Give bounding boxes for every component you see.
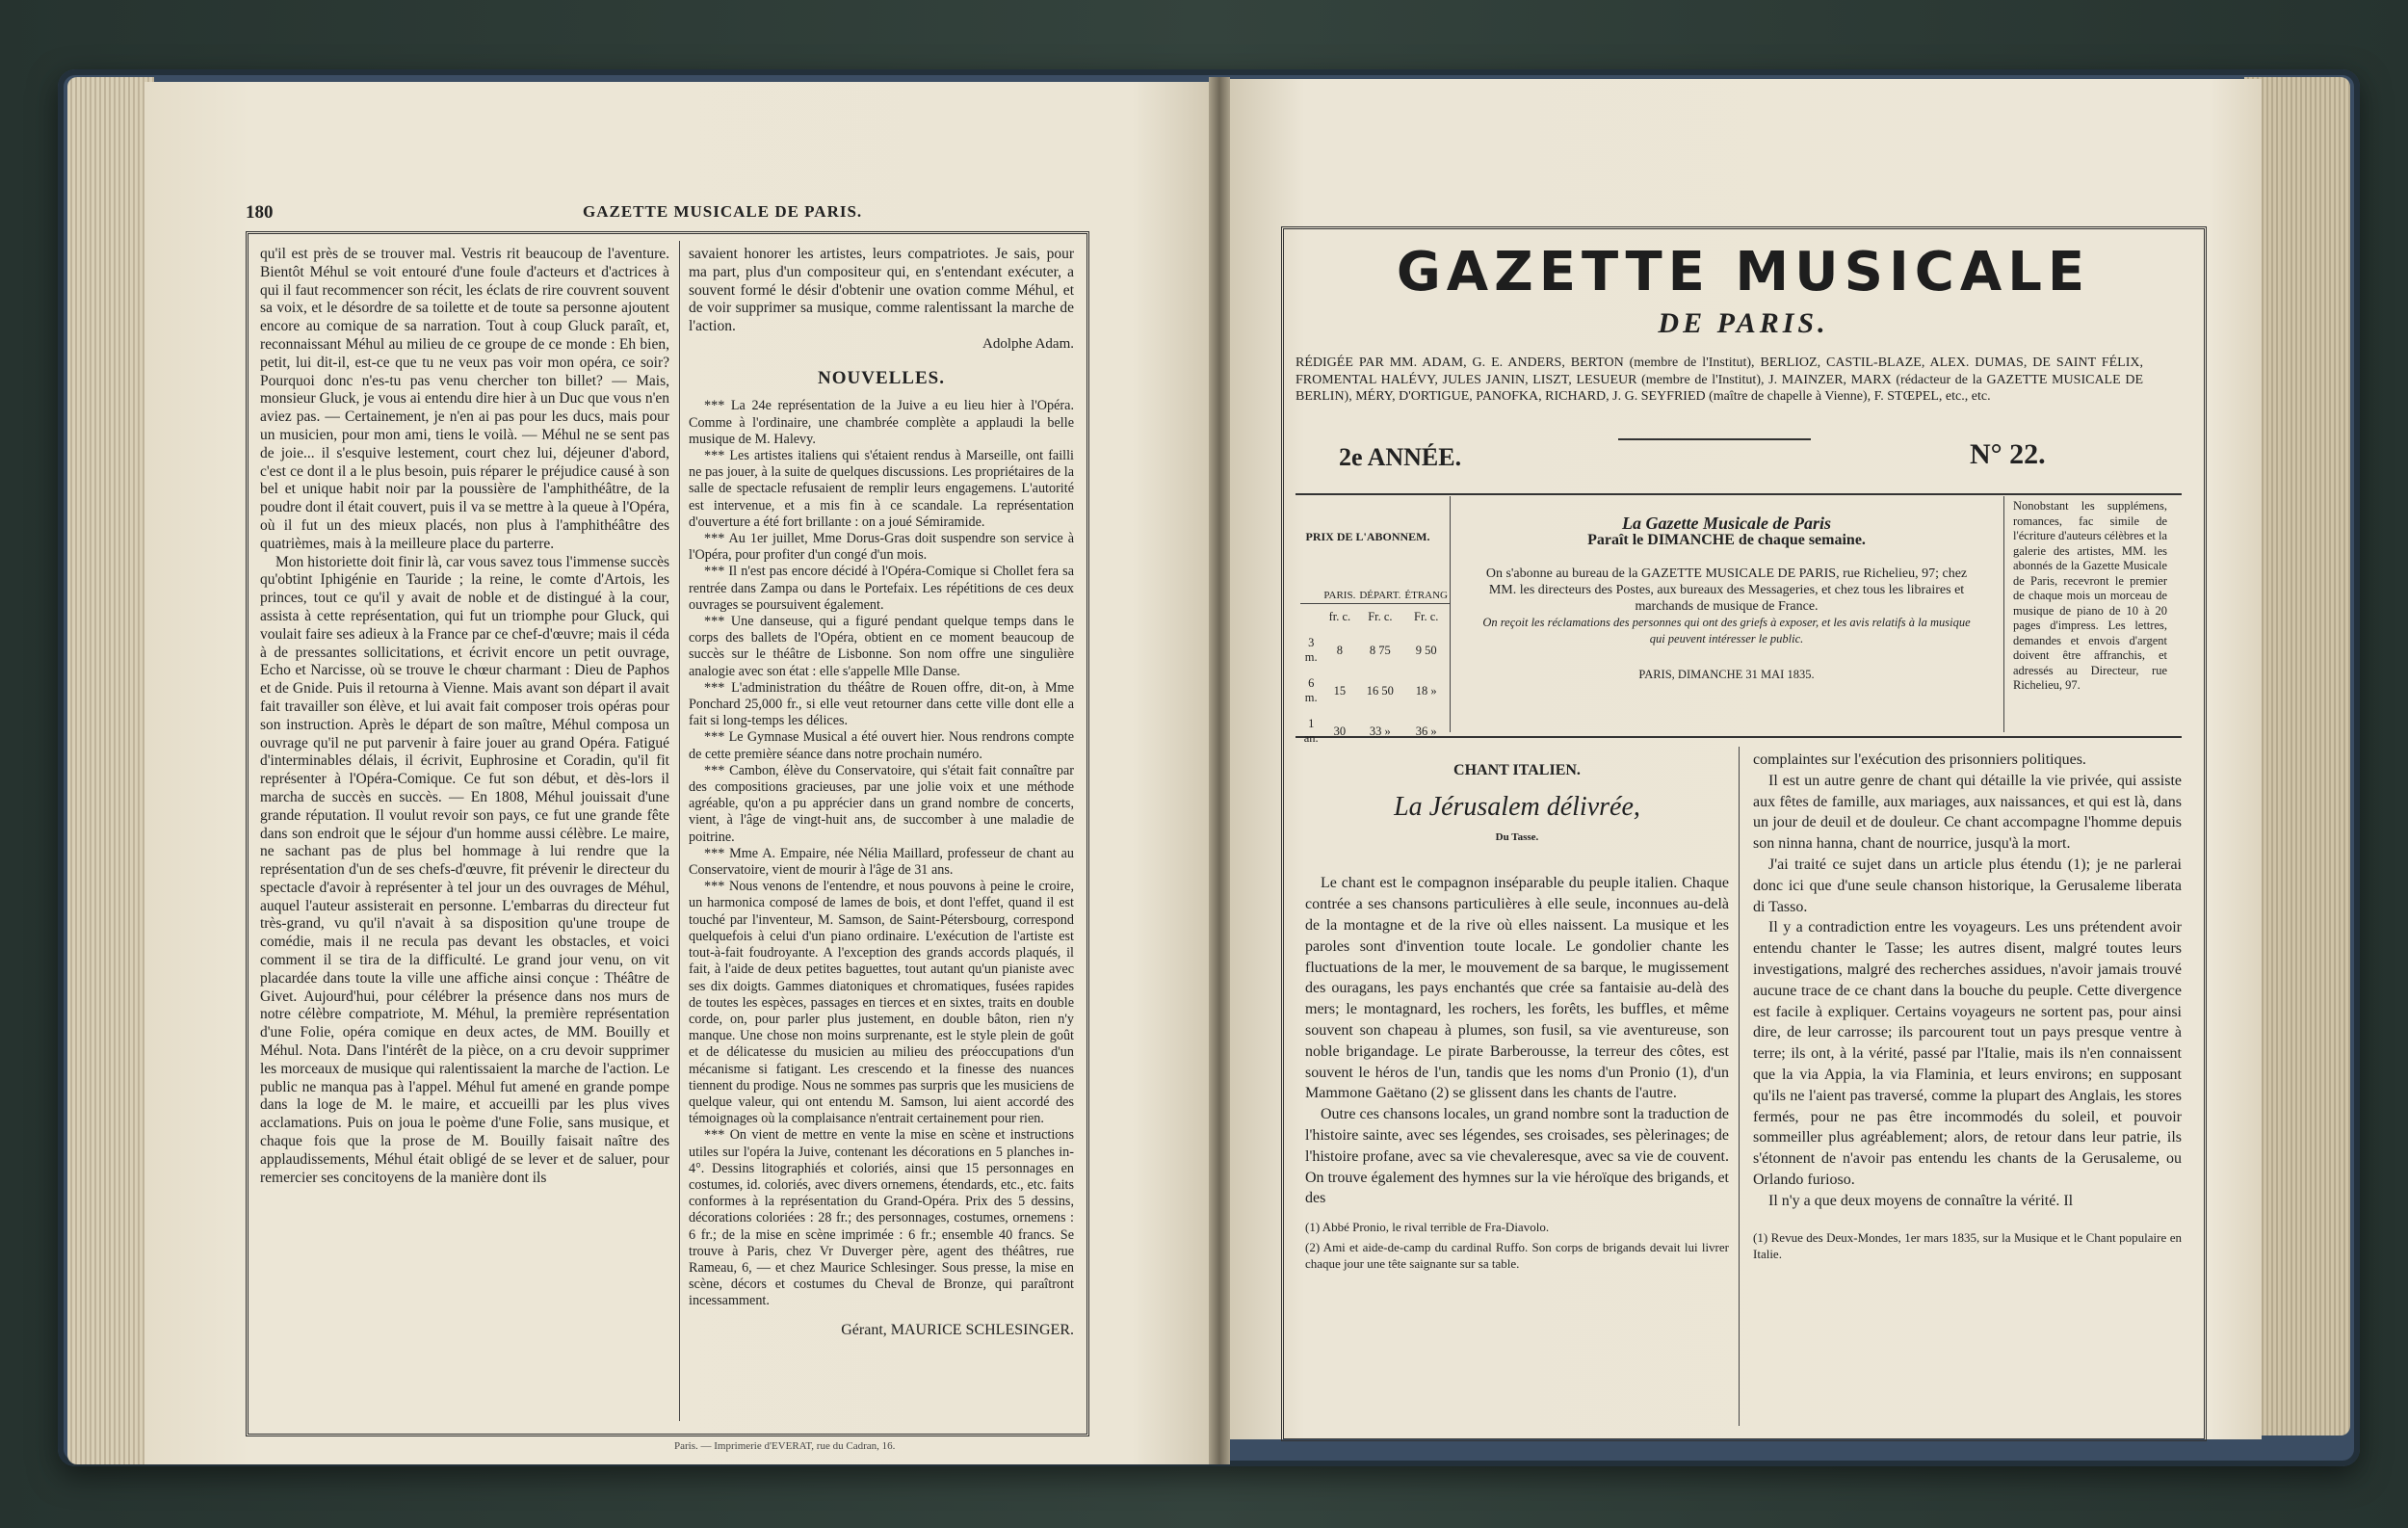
supplement-note: Nonobstant les supplémens, romances, fac simile de l'écriture d'auteurs célèbres et la galerie des artistes, MM. les abonnés de la Gazette Musicale de Paris, recevront le premier de chaque mois un morceau de musique de piano de 10 à 20 pages d'impress. Les lettres, demandes et envois d'argent doivent être affranchis, et adressés au Directeur, rue Richelieu, 97. xyxy=(2013,499,2167,692)
book-gutter xyxy=(1209,77,1230,1464)
footnote: (2) Ami et aide-de-camp du cardinal Ruffo. Son corps de brigands devait lui livrer chaque jour une tête saignante sur sa table. xyxy=(1305,1240,1729,1272)
paragraph: savaient honorer les artistes, leurs compatriotes. Je sais, pour ma part, plus d'un compositeur qui, en s'entendant exécuter, a souvent formé le désir d'obtenir une ovation comme Méhul, et de voir supprimer sa musique, comme ralentissant la marche de l'action. xyxy=(689,246,1074,335)
news-item: *** L'administration du théâtre de Rouen offre, dit-on, à Mme Ponchard 25,000 fr., si elle veut retourner dans cette ville dont elle a fait si long-temps les délices. xyxy=(689,679,1074,729)
paragraph: J'ai traité ce sujet dans un article plus étendu (1); je ne parlerai donc ici que d'une seule chanson historique, la Gerusaleme liberata di Tasso. xyxy=(1753,856,2182,915)
right-column-2 xyxy=(1753,750,2182,1395)
running-title: GAZETTE MUSICALE DE PARIS. xyxy=(583,202,863,221)
price-header-row xyxy=(1300,588,1450,604)
news-item: *** Cambon, élève du Conservatoire, qui s'était fait connaître par des compositions gracieuses, par une jolie voix et une méthode agréable, qu'on a pu apprécier dans un grand nombre de concerts, vient, à l'âge de vingt-huit ans, de succomber à une maladie de poitrine. xyxy=(689,762,1074,845)
news-item: *** On vient de mettre en vente la mise en scène et instructions utiles sur l'opéra la Juive, contenant les décorations en 5 planches in-4°. Dessins litographiés et coloriés, ainsi que 15 personnages en costumes, id. coloriés, avec divers ornemens, étendards, etc., etc. faits conformes à la représentation du Grand-Opéra. Prix des 5 dessins, décorations coloriées : 28 fr.; des personnages, costumes, ornemens : 6 fr.; de la mise en scène imprimée : 6 fr.; ensemble 40 francs. Se trouve à Paris, chez Vr Duverger père, agent des théâtres, rue Rameau, 6, — et chez Maurice Schlesinger. Sous presse, la mise en scène, décors et costumes du Cheval de Bronze, qui paraîtront incessamment. xyxy=(689,1127,1074,1309)
news-item: *** Au 1er juillet, Mme Dorus-Gras doit suspendre son service à l'Opéra, pour profiter d'un congé d'un mois. xyxy=(689,531,1074,564)
price-cell: 9 50 xyxy=(1415,643,1437,657)
price-row xyxy=(1300,630,1450,671)
nouvelles-heading: NOUVELLES. xyxy=(818,368,945,389)
left-column-1 xyxy=(260,246,669,1416)
publication-schedule: Paraît le DIMANCHE de chaque semaine. xyxy=(1587,532,1866,548)
subscription-info: On s'abonne au bureau de la GAZETTE MUSICALE DE PARIS, rue Richelieu, 97; chez MM. les directeurs des Postes, aux bureaux des Messageries, et chez tous les libraires et marchands de musique de France. xyxy=(1485,566,1968,614)
reclamation-info: On reçoit les réclamations des personnes qui ont des griefs à exposer, et les avis relatifs à la musique qui peuvent intéresser le public. xyxy=(1482,616,1971,645)
news-item: *** Les artistes italiens qui s'étaient rendus à Marseille, ont failli ne pas jouer, à la suite de quelques discussions. Les propriétaires de la salle de spectacle refusaient de remplir leurs engagemens. L'autorité est intervenue, et a mis fin à ce scandale. La représentation d'ouverture a été fort brillante : on a joué Sémiramide. xyxy=(689,448,1074,530)
price-cell: 6 m. xyxy=(1304,676,1318,704)
ornament-rule xyxy=(1618,438,1811,446)
price-unit-row xyxy=(1300,604,1450,631)
running-head xyxy=(246,202,1084,225)
price-unit: Fr. c. xyxy=(1414,610,1439,623)
news-item: *** Nous venons de l'entendre, et nous pouvons à peine le croire, un harmonica composé de lames de bois, et dont l'effet, quand il est touché par l'inventeur, M. Samson, de Saint-Pétersbourg, correspond quelquefois à celui d'un piano ordinaire. L'exécution de l'artiste est tout-à-fait foudroyante. A l'exception des grands accords plaqués, il fait, à l'aide de deux petites baguettes, tout autant qu'un pianiste avec ses dix doigts. Gammes diatoniques et chromatiques, fusées rapides de toutes les espèces, passages en tierces et en sixtes, traits en double corde, on, pour parler plus justement, en double bâton, rien n'y manque. Une chose non moins surprenante, est le style plein de goût et de délicatesse du musicien au milieu des préoccupations d'un mécanisme si fatigant. Les crescendo et la finesse des nuances tiennent du prodige. Nous ne sommes pas surpris que les musiciens de quelque valeur, qui ont entendu M. Samson, lui aient accordé des témoignages où la complaisance n'entrait certainement pour rien. xyxy=(689,879,1074,1127)
paragraph: Il n'y a que deux moyens de connaître la vérité. Il xyxy=(1768,1192,2074,1209)
footnote: (1) Revue des Deux-Mondes, 1er mars 1835, sur la Musique et le Chant populaire en Italie. xyxy=(1753,1229,2182,1261)
price-unit: fr. c. xyxy=(1328,610,1351,623)
price-cell: 8 75 xyxy=(1369,643,1391,657)
news-item: *** Il n'est pas encore décidé à l'Opéra-Comique si Chollet fera sa rentrée dans Zampa ou dans le Portefaix. Les répétitions de ces deux ouvrages se poursuivent également. xyxy=(689,564,1074,613)
masthead-subtitle: DE PARIS. xyxy=(1658,307,1829,339)
paragraph: Il y a contradiction entre les voyageurs. Les uns prétendent avoir entendu chanter le Tasse; les autres disent, malgré toutes leurs investigations, malgré des recherches assidues, n'avoir jamais trouvé aucune trace de ce chant dans la bouche du peuple. Cette divergence est facile à expliquer. Certains voyageurs ne sortent pas, pour ainsi dire, de leur carrosse; ils parcourent tout un pays presque ventre à terre; ils ont, à la vérité, passé par l'Italie, mais ils n'en connaissent que la via Appia, la via Flaminia, et leurs environs; en supposant qu'ils ne l'aient pas traversé, comme la plupart des Anglais, les stores fermés, pour ne pas être incommodés du soleil, et pouvoir sommeiller plus agréablement; alors, de retour dans leur patrie, ils s'étonnent de n'avoir pas entendu les chants de la Gerusaleme, ou Orlando furioso. xyxy=(1753,919,2182,1188)
masthead xyxy=(1310,241,2177,340)
price-cell: 15 xyxy=(1333,683,1347,698)
publication-info xyxy=(1474,515,1979,683)
news-item: *** Une danseuse, qui a figuré pendant quelque temps dans le corps des ballets de l'Opéra, obtient en ce moment beaucoup de succès sur le théâtre de Lisbonne. Son nom offre une singulière analogie avec son état : elle s'appelle Mlle Danse. xyxy=(689,614,1074,679)
publication-name: La Gazette Musicale de Paris xyxy=(1622,514,1831,533)
article-author: Du Tasse. xyxy=(1495,830,1539,843)
column-rule xyxy=(1739,747,1740,1426)
box-rule xyxy=(2003,496,2004,732)
right-column-1 xyxy=(1305,756,1729,1392)
price-cell: 8 xyxy=(1336,643,1343,657)
paragraph: Il est un autre genre de chant qui détaille la vie privée, qui assiste aux fêtes de famille, aux mariages, aux naissances, et qui est là, dans un jour de deuil et de douleur. Ce chant accompagne l'homme depuis son ninna hanna, chant de nourrice, jusqu'à la mort. xyxy=(1753,772,2182,853)
price-cell: 18 » xyxy=(1415,683,1437,698)
price-cell: 33 » xyxy=(1369,724,1391,738)
price-col-header: DÉPART. xyxy=(1357,588,1402,604)
news-item: *** Le Gymnase Musical a été ouvert hier. Nous rendrons compte de cette première séance dans notre prochain numéro. xyxy=(689,729,1074,762)
price-cell: 1 an. xyxy=(1303,717,1319,745)
price-table xyxy=(1300,588,1450,751)
article-title: La Jérusalem délivrée, xyxy=(1394,791,1640,822)
paragraph: complaintes sur l'exécution des prisonniers politiques. xyxy=(1753,751,2086,768)
price-cell: 36 » xyxy=(1415,724,1437,738)
editors-list: RÉDIGÉE PAR MM. ADAM, G. E. ANDERS, BERTON (membre de l'Institut), BERLIOZ, CASTIL-BLAZE, ALEX. DUMAS, DE SAINT FÉLIX, FROMENTAL HALÉVY, JULES JANIN, LISZT, LESUEUR (membre de l'Institut), J. MAINZER, MARX (rédacteur de la GAZETTE MUSICALE DE BERLIN), MÉRY, D'ORTIGUE, PANOFKA, RICHARD, J. G. SEYFRIED (maître de chapelle à Vienne), F. STŒPEL, etc., etc. xyxy=(1296,356,2143,404)
paragraph: Le chant est le compagnon inséparable du peuple italien. Chaque contrée a ses chansons particulières à elle seule, inconnues au-delà de la montagne et de la rive où elles naissent. La musique et les paroles sont d'invention toute locale. Le gondolier chante les fluctuations de la mer, le mouvement de sa barque, le mugissement des ouragans, les pays enchantés que crée sa fantaisie au-delà des mers; le montagnard, les rochers, les forêts, les buffles, et même souvent son chapeau à plumes, son fusil, sa vie aventureuse, son noble brigandage. Le pirate Barberousse, la terreur des côtes, est souvent le héros de l'un, tandis que les noms d'un Pronio (1), d'un Mammone Gaëtano (2) se glissent dans les chants de l'autre. xyxy=(1305,875,1729,1102)
imprint-line: Paris. — Imprimerie d'EVERAT, rue du Cadran, 16. xyxy=(674,1440,896,1452)
paragraph: Outre ces chansons locales, un grand nombre sont la traduction de l'histoire sainte, avec ses légendes, ses croisades, ses pèlerinages; de l'histoire profane, avec sa vie chevaleresque, avec sa vie de couvent. On trouve également des hymnes sur la vie héroïque des brigands, et des xyxy=(1305,1106,1729,1207)
price-col-header: ÉTRANG xyxy=(1402,588,1450,604)
price-title: PRIX DE L'ABONNEM. xyxy=(1305,530,1430,543)
left-column-2 xyxy=(689,246,1074,1416)
footnote: (1) Abbé Pronio, le rival terrible de Fra-Diavolo. xyxy=(1305,1220,1550,1235)
box-rule xyxy=(1450,496,1451,732)
signature: Adolphe Adam. xyxy=(982,335,1074,352)
price-cell: 30 xyxy=(1333,724,1347,738)
gerant-line: Gérant, MAURICE SCHLESINGER. xyxy=(841,1321,1074,1338)
masthead-title: GAZETTE MUSICALE xyxy=(1396,241,2091,303)
article-heading: CHANT ITALIEN. xyxy=(1453,762,1581,778)
year-label: 2e ANNÉE. xyxy=(1339,443,1462,471)
price-row xyxy=(1300,671,1450,711)
issue-date: PARIS, DIMANCHE 31 MAI 1835. xyxy=(1638,668,1815,681)
price-row xyxy=(1300,711,1450,751)
price-cell: 3 m. xyxy=(1304,636,1318,664)
paragraph: Mon historiette doit finir là, car vous savez tous l'immense succès qu'obtint Iphigénie en Tauride ; la reine, le comte d'Artois, les princes, tout ce qu'il y avait de noble et de distingué à la cour, assista à cette représentation, qui fut un triomphe pour Gluck, qui voulait faire ses adieux à la France par ce chef-d'œuvre; mais il céda à de pressantes sollicitations, et écrivit encore un petit ouvrage, Echo et Narcisse, où se trouve le chœur charmant : Dieu de Paphos et de Gnide. Puis il retourna à Vienne. Mais avant son départ il avait fait travailler son élève, et lui avait fait composer trois opéras pour son instruction. Après le départ de son maître, Méhul composa un ouvrage qu'il ne put parvenir à faire jouer au grand Opéra. Fatigué d'interminables délais, il écrivit, Euphrosine et Coradin, qu'il fit représenter à l'Opéra-Comique. Ce fut son début, et dès-lors il marcha de succès en succès. — En 1808, Méhul jouissait d'une grande réputation. Il voulut revoir son pays, ce fut une grande fête dans son endroit que le séjour d'un homme aussi célèbre. Le maire, ne sachant pas de plus bel hommage à lui rendre que la représentation d'un de ses chefs-d'œuvre, fit prévenir le directeur du spectacle d'avoir à représenter à tel jour un des ouvrages de Méhul, auquel l'auteur assisterait en personne. L'embarras du directeur fut très-grand, vu qu'il n'avait à sa disposition qu'une troupe de comédie, mais il ne recula pas devant les obstacles, et voici comment il se tira de la difficulté. Le grand jour venu, on vit placardée dans toute la ville une affiche ainsi conçue : Théâtre de Givet. Aujourd'hui, pour célébrer la présence dans nos murs de notre célèbre compatriote, M. Méhul, la première représentation d'une Folie, opéra comique en deux actes, de MM. Bouilly et Méhul. Nota. Dans l'intérêt de la pièce, on a cru devoir supprimer les morceaux de musique qui ralentissaient la marche de l'action. Le public ne manqua pas à l'appel. Méhul fut amené en grande pompe dans la loge de M. le maire, et accueilli par les plus vives acclamations. Puis on joua le poème d'une Folie, sans musique, et chaque fois que la prose de M. Bouilly faisait naître des applaudissements, Méhul était obligé de se lever et de saluer, pour remercier ses concitoyens de la manière dont ils xyxy=(260,553,669,1186)
page-number: 180 xyxy=(246,202,274,223)
price-cell: 16 50 xyxy=(1366,683,1394,698)
price-col-header: PARIS. xyxy=(1322,588,1357,604)
page-edges-left xyxy=(67,77,154,1464)
news-item: *** Mme A. Empaire, née Nélia Maillard, professeur de chant au Conservatoire, vient de mourir à l'âge de 31 ans. xyxy=(689,845,1074,879)
price-unit: Fr. c. xyxy=(1368,610,1393,623)
column-rule xyxy=(679,241,680,1421)
news-item: *** La 24e représentation de la Juive a eu lieu hier à l'Opéra. Comme à l'ordinaire, une chambrée complète a applaudi la belle musique de M. Halevy. xyxy=(689,398,1074,447)
paragraph: qu'il est près de se trouver mal. Vestris rit beaucoup de l'aventure. Bientôt Méhul se voit entouré d'une foule d'acteurs et d'actrices à qui il faut recommencer son récit, les éclats de rire couvrent souvent sa voix, et le désordre de sa toilette et de toute sa personne ajoutent encore au comique de sa narration. Tout à coup Gluck paraît, et, reconnaissant Méhul au milieu de ce groupe de ce monde : Eh bien, petit, lui dit-il, est-ce que tu ne veux pas voir mon opéra, ce soir? Pourquoi donc n'es-tu pas venu chercher ton billet? — Mais, monsieur Gluck, je vous ai entendu dire hier à un Duc que vous n'en aviez pas. — Certainement, je n'en ai pas pour les ducs, mais pour un musicien, pour mon ami, tiens le voilà. — Méhul ne se sent pas de joie... il s'esquive lestement, court chez lui, déjeuner d'abord, c'est ce dont il a le plus besoin, puis réparer le préjudice causé à son bel et unique habit noir par la poussière de l'amphithéâtre, de la poudre dont il était couvert, puis il va se mettre à la queue à l'Opéra, où il fut un des mieux placés, non plus à l'amphithéâtre des quatrièmes, mais à la meilleure place du parterre. xyxy=(260,246,669,552)
issue-number: N° 22. xyxy=(1970,438,2046,470)
